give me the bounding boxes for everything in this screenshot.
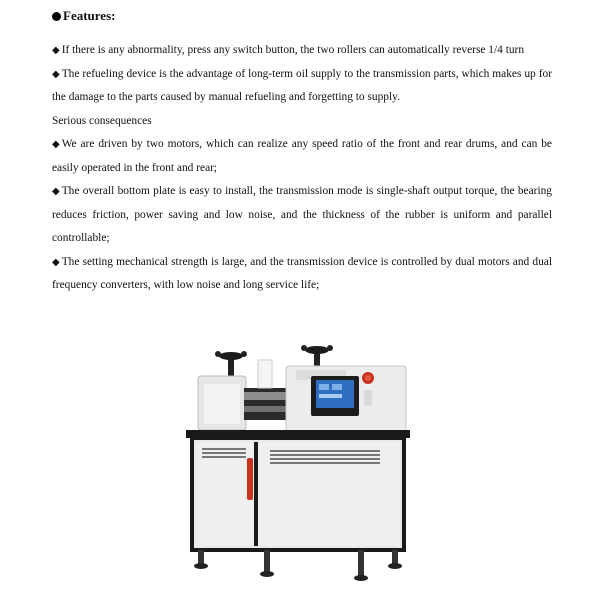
machine-photo xyxy=(126,330,474,592)
feature-text: If there is any abnormality, press any switch button, the two rollers can automatically reverse 1/4 turn xyxy=(61,44,525,56)
rollers xyxy=(244,360,288,420)
feature-paragraph xyxy=(52,133,552,180)
two-roll-mill-machine-illustration xyxy=(126,330,474,592)
feature-text: Serious consequences xyxy=(52,114,152,127)
black-diamond-icon: ◆ xyxy=(52,186,60,197)
feature-paragraph xyxy=(52,251,552,298)
feature-text: The setting mechanical strength is large, and the transmission device is controlled by dual motors and dual frequency converters, with low noise and long service life; xyxy=(52,255,552,291)
feature-text: We are driven by two motors, which can realize any speed ratio of the front and rear drums, and can be easily operated in the front and rear; xyxy=(52,138,552,174)
features-title: Features: xyxy=(63,8,116,23)
feature-paragraph xyxy=(52,63,552,110)
black-diamond-icon: ◆ xyxy=(52,139,60,150)
feature-paragraph xyxy=(52,180,552,251)
feature-paragraph xyxy=(52,39,552,63)
black-diamond-icon: ◆ xyxy=(52,256,60,268)
lower-cabinet xyxy=(192,438,404,550)
door-handle xyxy=(247,458,253,500)
left-handwheel-icon xyxy=(215,351,247,378)
machine-feet xyxy=(194,550,402,581)
feature-text: The refueling device is the advantage of long-term oil supply to the transmission parts, which makes up for the damage to the parts caused by manual refueling and forgetting to supply. xyxy=(52,67,552,103)
features-list xyxy=(52,39,552,298)
black-circle-icon xyxy=(52,12,61,21)
feature-text: The overall bottom plate is easy to install, the transmission mode is single-shaft output torque, the bearing reduces friction, power saving and low noise, and the thickness of the rubber is uniform and parallel controllable; xyxy=(52,185,552,244)
touch-screen xyxy=(311,376,359,416)
black-diamond-icon: ◆ xyxy=(52,45,60,56)
features-heading xyxy=(52,8,115,24)
left-roller-housing xyxy=(198,376,246,430)
feature-paragraph xyxy=(52,110,552,134)
black-diamond-icon: ◆ xyxy=(52,68,60,80)
